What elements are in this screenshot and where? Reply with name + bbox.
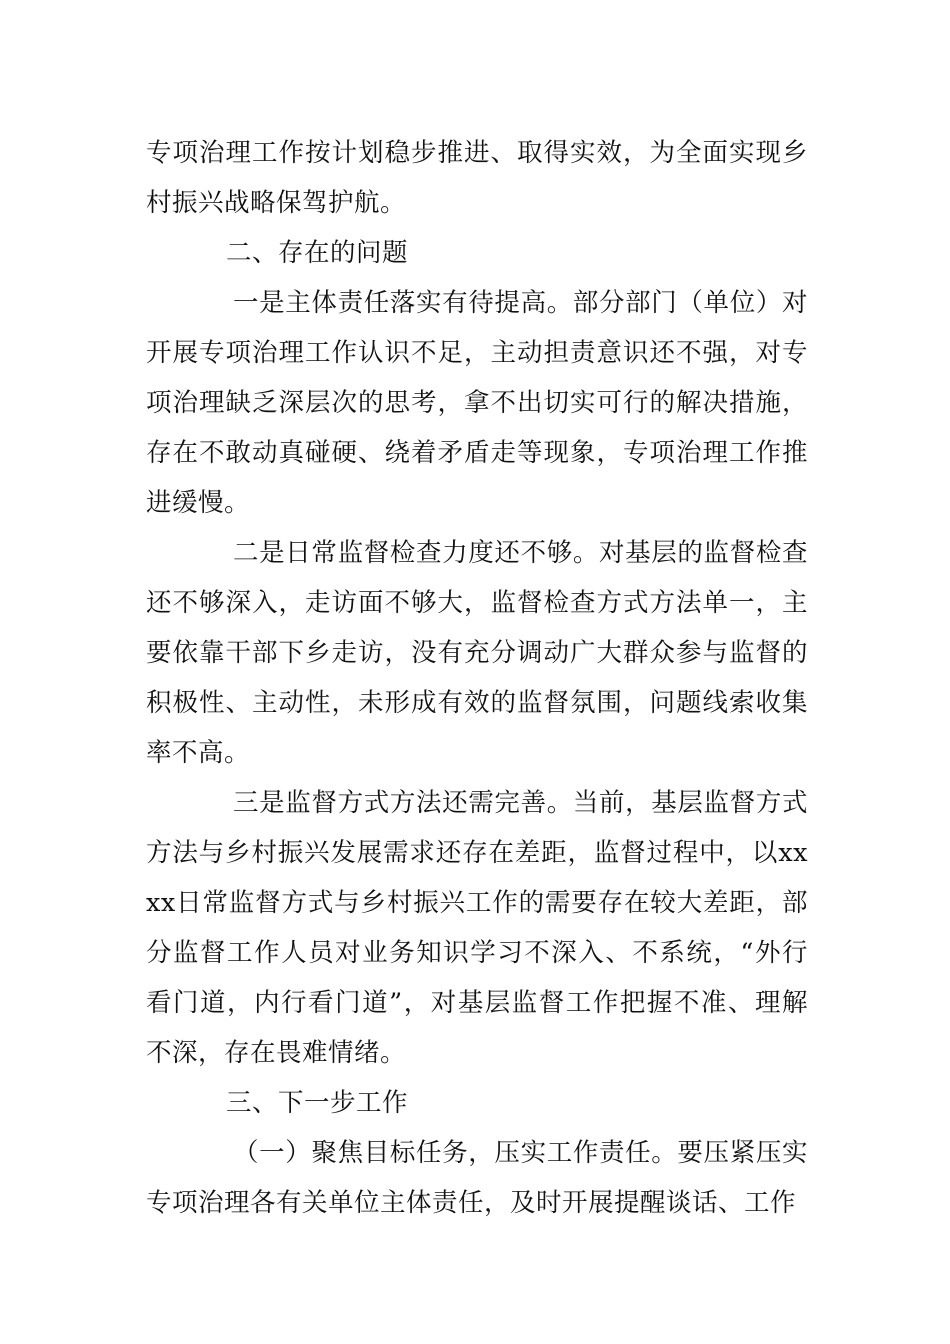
section-heading-next-steps: 三、下一步工作 <box>226 1088 409 1118</box>
document-body <box>146 128 808 1228</box>
paragraph-next-step-1: （一）聚焦目标任务，压实工作责任。要压紧压实专项治理各有关单位主体责任，及时开展提醒谈话、工作 <box>146 1138 808 1218</box>
paragraph-problem-2: 二是日常监督检查力度还不够。对基层的监督检查还不够深入，走访面不够大，监督检查方式方法单一，主要依靠干部下乡走访，没有充分调动广大群众参与监督的积极性、主动性，未形成有效的监督氛围，问题线索收集率不高。 <box>146 538 808 768</box>
paragraph-problem-1: 一是主体责任落实有待提高。部分部门（单位）对开展专项治理工作认识不足，主动担责意识还不强，对专项治理缺乏深层次的思考，拿不出切实可行的解决措施，存在不敢动真碰硬、绕着矛盾走等现象，专项治理工作推进缓慢。 <box>146 288 808 518</box>
paragraph-problem-3: 三是监督方式方法还需完善。当前，基层监督方式方法与乡村振兴发展需求还存在差距，监督过程中，以xxxx日常监督方式与乡村振兴工作的需要存在较大差距，部分监督工作人员对业务知识学习不深入、不系统，“外行看门道，内行看门道”，对基层监督工作把握不准、理解不深，存在畏难情绪。 <box>146 788 808 1068</box>
section-heading-problems: 二、存在的问题 <box>226 238 409 268</box>
paragraph-continuation: 专项治理工作按计划稳步推进、取得实效，为全面实现乡村振兴战略保驾护航。 <box>146 138 808 218</box>
